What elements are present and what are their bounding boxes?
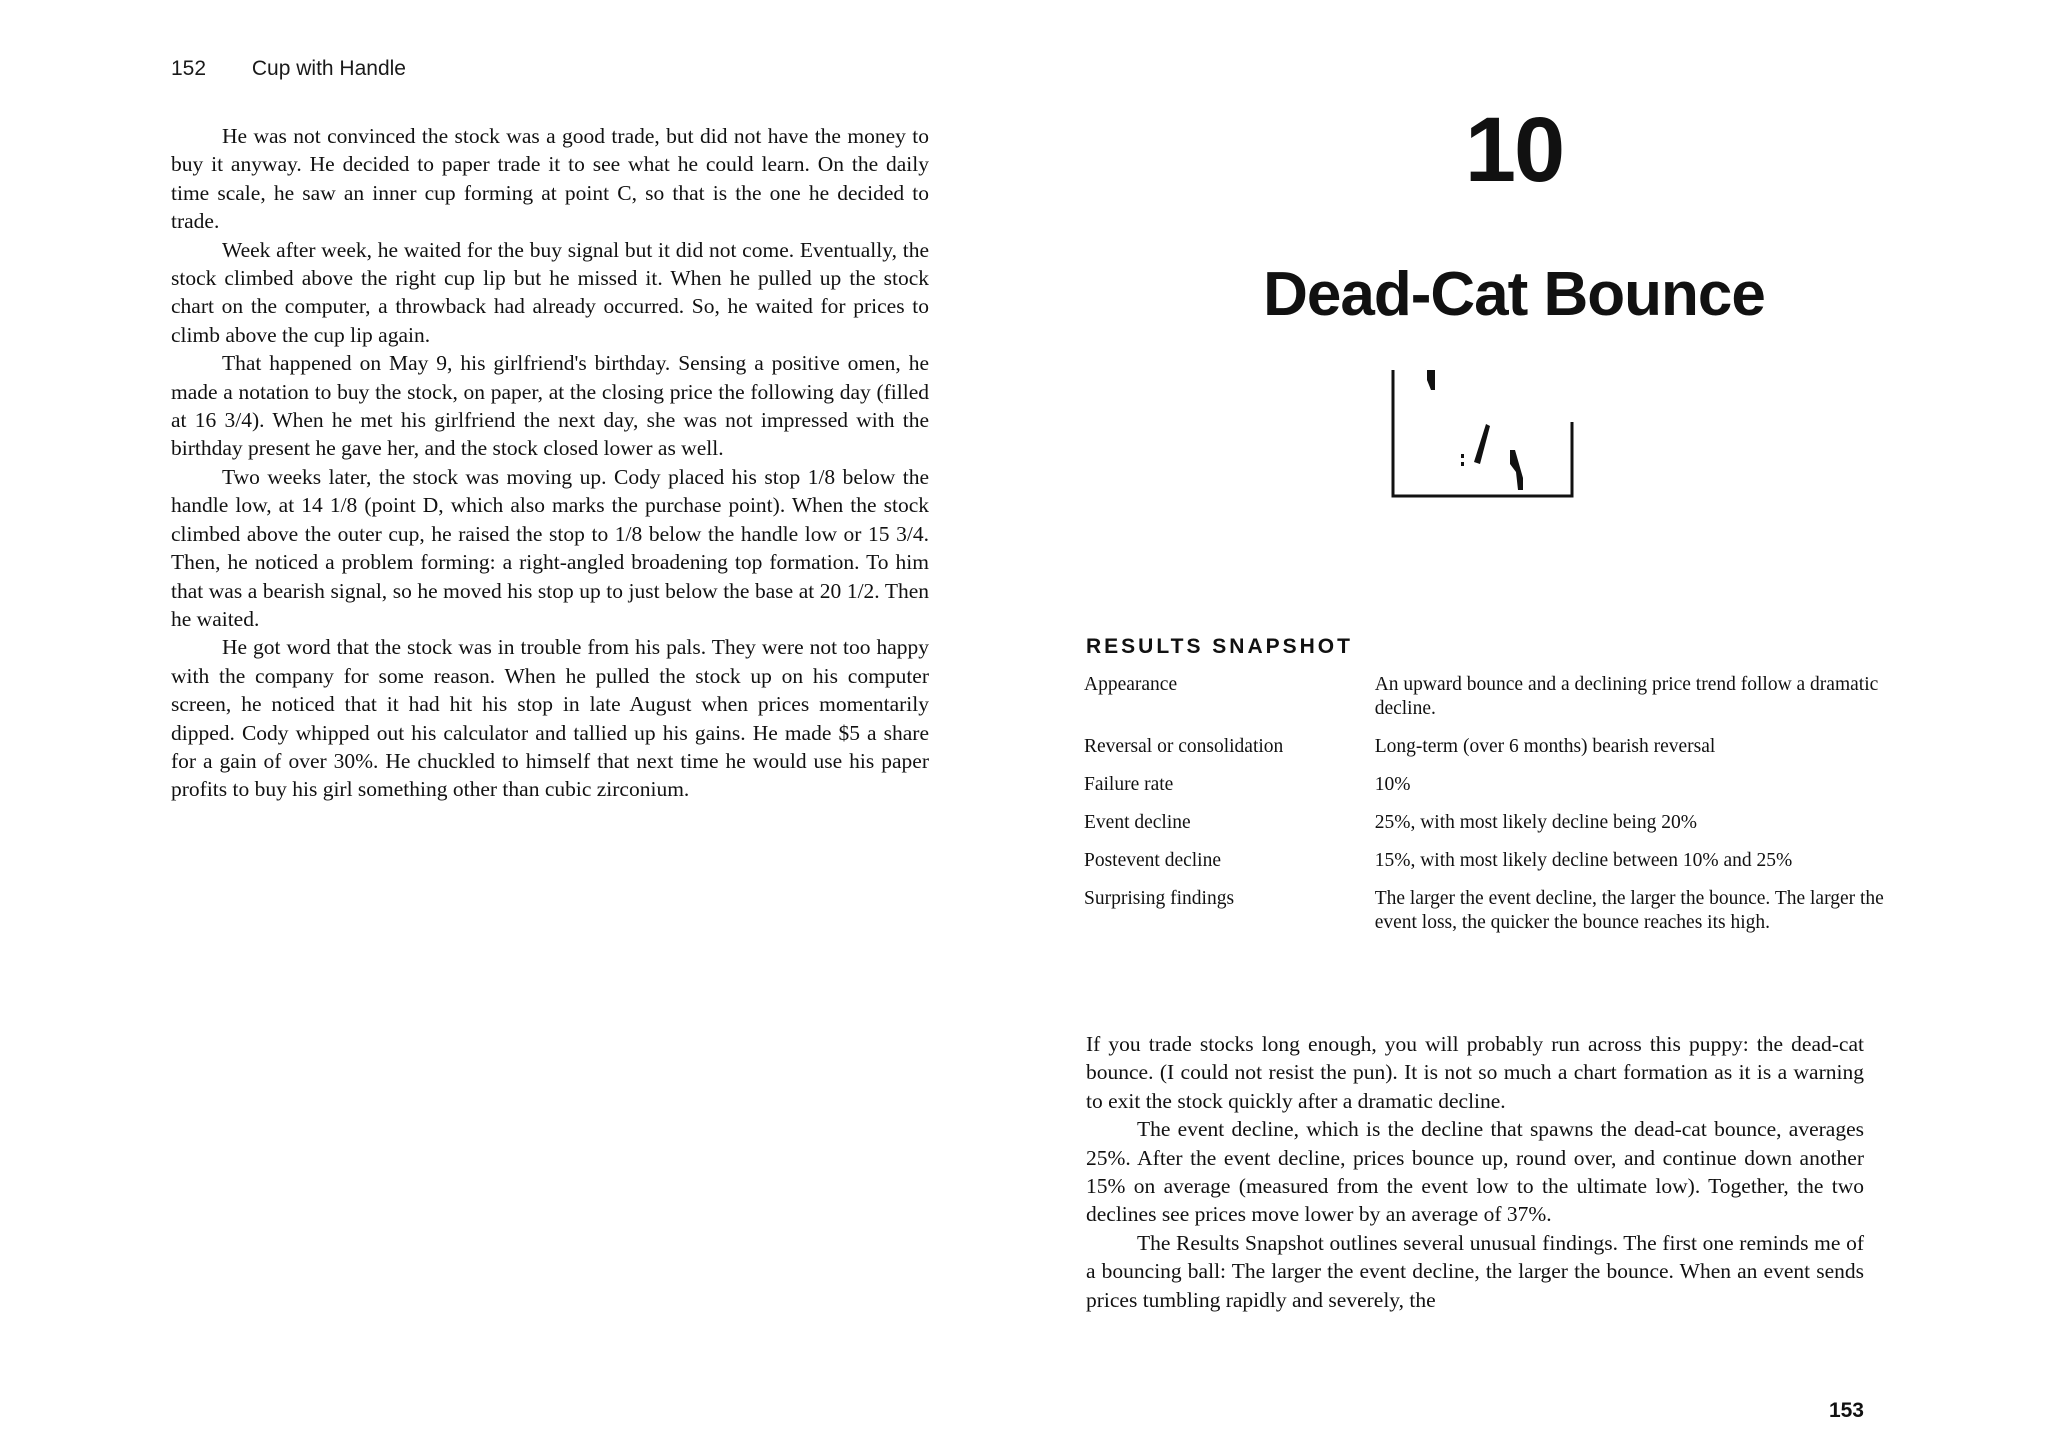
snapshot-value: 25%, with most likely decline being 20% <box>1374 812 1697 833</box>
icon-frame <box>1393 370 1572 496</box>
icon-event-decline <box>1427 370 1435 390</box>
paragraph: The Results Snapshot outlines several unusual findings. The first one reminds me of a bouncing ball: The larger the event decline, the larger the bounce. When an event sends prices tumbling rapidly and severely, the <box>1086 1230 1864 1312</box>
snapshot-value: The larger the event decline, the larger the bounce. The larger the event loss, the quicker the bounce reaches its high. <box>1374 888 1884 933</box>
snapshot-value: 15%, with most likely decline between 10% and 25% <box>1374 850 1793 871</box>
right-body-text <box>1086 1030 1864 1314</box>
snapshot-value: An upward bounce and a declining price trend follow a dramatic decline. <box>1374 674 1879 719</box>
icon-dot <box>1461 454 1464 458</box>
paragraph: Two weeks later, the stock was moving up. Cody placed his stop 1/8 below the handle low, at 14 1/8 (point D, which also marks the purchase point). When the stock climbed above the outer cup, he raised the stop to 1/8 below the handle low or 15 3/4. Then, he noticed a problem forming: a right-angled broadening top formation. To him that was a bearish signal, so he moved his stop up to just below the base at 20 1/2. Then he waited. <box>171 464 929 631</box>
icon-bounce <box>1474 424 1490 464</box>
snapshot-label: Event decline <box>1084 812 1191 833</box>
snapshot-label: Reversal or consolidation <box>1084 736 1284 757</box>
snapshot-row <box>1084 735 1884 773</box>
paragraph: He got word that the stock was in trouble from his pals. They were not too happy with the company for some reason. When he pulled the stock up on his computer screen, he noticed that it had hit his stop in late August when prices momentarily dipped. Cody whipped out his calculator and tallied up his gains. He made $5 a share for a gain of over 30%. He chuckled to himself that next time he would use his paper profits to buy his girl something other than cubic zirconium. <box>171 635 929 802</box>
paragraph: That happened on May 9, his girlfriend's birthday. Sensing a positive omen, he made a notation to buy the stock, on paper, at the closing price the following day (filled at 16 3/4). When he met his girlfriend the next day, she was not impressed with the birthday present he gave her, and the stock closed lower as well. <box>171 351 929 461</box>
snapshot-row <box>1084 673 1884 735</box>
right-page <box>1024 0 2048 1448</box>
running-head <box>171 57 406 81</box>
chapter-number: 10 <box>1464 99 1564 201</box>
snapshot-value: 10% <box>1374 774 1411 795</box>
snapshot-label: Postevent decline <box>1084 850 1222 871</box>
icon-dot <box>1461 462 1464 466</box>
paragraph: If you trade stocks long enough, you will probably run across this puppy: the dead-cat bounce. (I could not resist the pun). It is not so much a chart formation as it is a warning to exit the stock quickly after a dramatic decline. <box>1086 1032 1864 1113</box>
dead-cat-bounce-icon <box>1370 368 1580 500</box>
snapshot-row <box>1084 849 1884 887</box>
icon-decline <box>1510 450 1523 490</box>
results-snapshot-heading: RESULTS SNAPSHOT <box>1086 635 1353 658</box>
paragraph: He was not convinced the stock was a good trade, but did not have the money to buy it anyway. He decided to paper trade it to see what he could learn. On the daily time scale, he saw an inner cup forming at point C, so that is the one he decided to trade. <box>171 124 929 234</box>
results-snapshot-table <box>1084 673 1884 949</box>
snapshot-label: Appearance <box>1084 674 1178 695</box>
snapshot-row <box>1084 773 1884 811</box>
left-page-number: 152 <box>171 57 207 80</box>
snapshot-label: Failure rate <box>1084 774 1174 795</box>
paragraph: The event decline, which is the decline that spawns the dead-cat bounce, averages 25%. After the event decline, prices bounce up, round over, and continue down another 15% on average (measured from the event low to the ultimate low). Together, the two declines see prices move lower by an average of 37%. <box>1086 1117 1864 1227</box>
snapshot-row <box>1084 887 1884 949</box>
running-head-title: Cup with Handle <box>251 57 406 80</box>
snapshot-value: Long-term (over 6 months) bearish reversal <box>1374 736 1716 757</box>
right-page-number: 153 <box>1828 1399 1864 1422</box>
paragraph: Week after week, he waited for the buy signal but it did not come. Eventually, the stock climbed above the right cup lip but he missed it. When he pulled up the stock chart on the computer, a throwback had already occurred. So, he waited for prices to climb above the cup lip again. <box>171 237 929 347</box>
left-body-text <box>171 122 929 804</box>
snapshot-label: Surprising findings <box>1084 888 1235 909</box>
snapshot-row <box>1084 811 1884 849</box>
chapter-title: Dead-Cat Bounce <box>1263 260 1765 329</box>
